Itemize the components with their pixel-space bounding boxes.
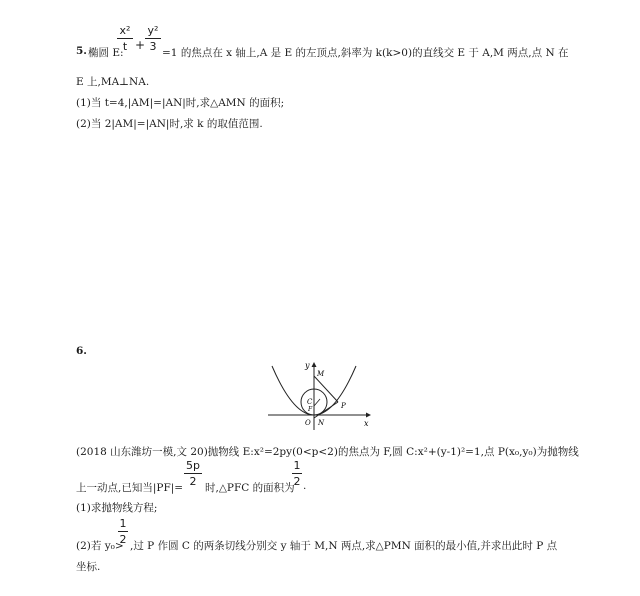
fraction-numerator: x²	[119, 24, 131, 37]
problem5-number: 5.	[76, 45, 87, 57]
fraction-denominator: t	[122, 40, 128, 53]
plus-sign: +	[135, 38, 146, 52]
fraction-5p-over-2	[184, 459, 202, 488]
fraction-denominator: 3	[149, 40, 157, 53]
fraction-bar	[145, 38, 161, 39]
problem5-fraction-y2-over-3	[145, 24, 161, 53]
point-c-label: C	[307, 398, 313, 406]
problem6-stem-line2b: 时,△PFC 的面积为	[205, 482, 295, 494]
problem5-fraction-x2-over-t	[117, 24, 133, 53]
problem5-ellipse-prefix: 椭圆 E:	[88, 47, 124, 59]
parabola-circle-figure	[262, 358, 374, 432]
point-f-label: F	[308, 406, 313, 413]
fraction-1-over-2-y0	[118, 517, 128, 546]
problem5-question2: (2)当 2|AM|=|AN|时,求 k 的取值范围.	[76, 118, 263, 130]
fraction-denominator: 2	[119, 533, 127, 546]
problem6-question1: (1)求抛物线方程;	[76, 502, 158, 514]
point-p-label: P	[341, 402, 346, 410]
fraction-1-over-2-area	[292, 459, 302, 488]
fraction-numerator: 1	[293, 459, 301, 472]
y-axis-label: y	[305, 361, 310, 370]
fraction-numerator: 1	[119, 517, 127, 530]
fraction-denominator: 2	[293, 475, 301, 488]
problem6-stem-line1: (2018 山东潍坊一模,文 20)抛物线 E:x²=2py(0<p<2)的焦点为 F,圆 C:x²+(y-1)²=1,点 P(x₀,y₀)为抛物线	[76, 446, 579, 458]
x-axis-label: x	[364, 419, 369, 428]
tangent-line-pn	[314, 402, 338, 418]
problem6-question2a: (2)若 y₀>	[76, 540, 124, 552]
point-n-label: N	[318, 419, 325, 427]
problem5-line2: E 上,MA⊥NA.	[76, 76, 150, 88]
fraction-bar	[118, 531, 128, 532]
x-axis-arrow	[366, 413, 371, 418]
fraction-bar	[117, 38, 133, 39]
segment-fc	[314, 399, 320, 406]
fraction-denominator: 2	[189, 475, 197, 488]
fraction-bar	[184, 473, 202, 474]
problem6-number: 6.	[76, 345, 87, 357]
problem5-line1: =1 的焦点在 x 轴上,A 是 E 的左顶点,斜率为 k(k>0)的直线交 E 于 A,M 两点,点 N 在	[162, 47, 569, 59]
problem6-question2b: ,过 P 作圆 C 的两条切线分别交 y 轴于 M,N 两点,求△PMN 面积的最小值,并求出此时 P 点	[130, 540, 558, 552]
problem6-stem-line2a: 上一动点,已知当|PF|=	[76, 482, 184, 494]
fraction-numerator: 5p	[186, 459, 200, 472]
y-axis-arrow	[312, 362, 317, 367]
point-m-label: M	[317, 370, 325, 378]
fraction-numerator: y²	[147, 24, 159, 37]
origin-o-label: O	[305, 419, 311, 427]
problem6-question2-line2: 坐标.	[76, 561, 101, 573]
fraction-bar	[292, 473, 302, 474]
problem6-stem-line2c: .	[303, 480, 307, 492]
problem5-question1: (1)当 t=4,|AM|=|AN|时,求△AMN 的面积;	[76, 97, 285, 109]
